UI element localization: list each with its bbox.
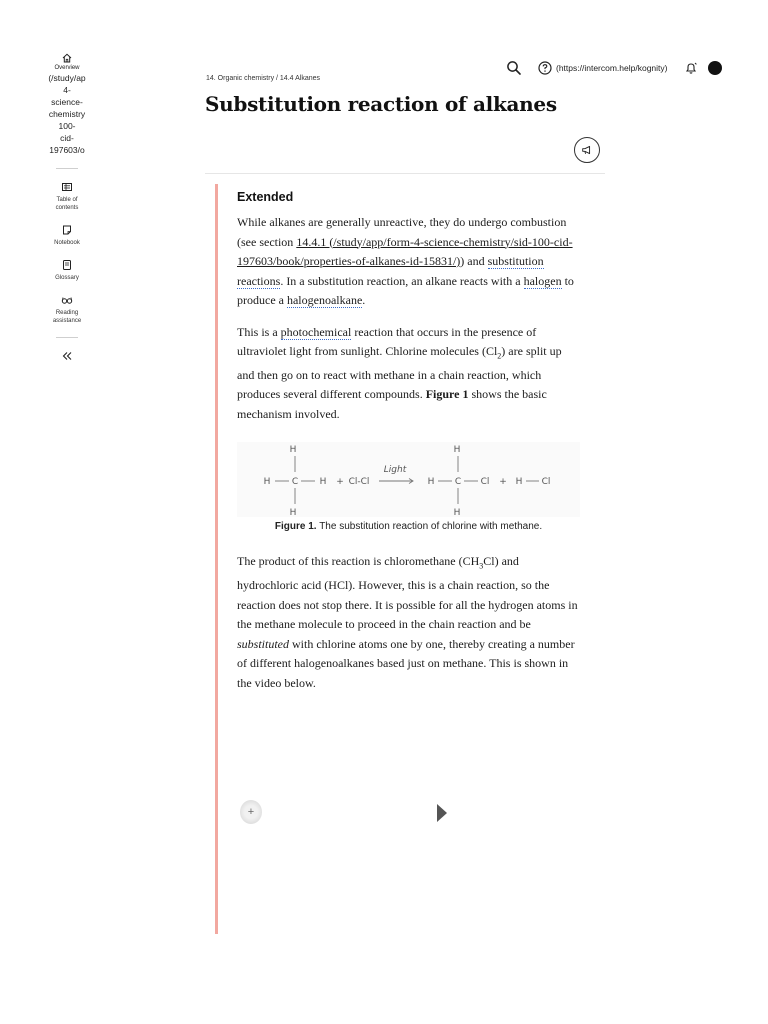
text: ) and [460,254,488,268]
sidebar-item-notebook[interactable] [54,224,80,247]
caption-label: Figure 1. [274,521,317,533]
glossary-term[interactable]: halogenoalkane [286,293,363,307]
caption-text: The substitution reaction of chlorine with methane. [316,521,543,533]
product-carbon: C [454,477,462,488]
sidebar-item-glossary[interactable] [55,259,79,282]
label-line: Table of [56,197,78,203]
overview-link-line: cid- [60,133,74,143]
product-bottom-h: H [453,508,461,518]
glossary-term[interactable]: substitution reactions [237,254,544,288]
section-heading: Extended [237,190,294,204]
plus-sign: + [336,477,344,488]
label-line: Glossary [55,275,79,281]
sidebar-item-overview[interactable] [46,52,88,156]
megaphone-icon [581,144,593,156]
header-divider [205,173,605,174]
search-icon[interactable] [506,60,522,76]
methane-bottom-h: H [289,508,297,518]
section-link[interactable]: 14.4.1 (/study/app/form-4-science-chemistry/sid-100-cid-197603/book/properties-of-alkanes-id-15831/) [237,234,573,268]
overview-link-line: 4- [63,85,71,95]
overview-link-line: chemistry [48,109,86,119]
methane-top-h: H [289,445,297,456]
home-icon [61,52,73,64]
paragraph-2 [237,323,580,425]
text: Cl) and hydrochloric acid (HCl). However, this is a chain reaction, so the reaction does not stop there. It is possible for all the hydrogen atoms in the methane molecule to proceed in the chain reaction and be [237,554,578,632]
subscript: 3 [479,561,484,571]
sidebar-item-reading-assistance[interactable] [53,294,81,325]
overview-link-line: (/study/ap [48,73,86,83]
sidebar-nav [46,52,88,362]
label-line: contents [55,205,79,211]
sidebar-item-label [53,309,81,325]
sidebar-divider [56,337,78,338]
text: with chlorine atoms one by one, thereby creating a number of different halogenoalkanes based just on methane. This is shown in the video below. [237,636,575,690]
reaction-diagram [237,442,580,517]
sidebar-item-label [54,239,80,247]
product-left-h: H [427,477,435,488]
video-thumbnail-glyph: + [247,806,255,818]
text: . In a substitution reaction, an alkane reacts with a [280,273,524,288]
glossary-icon [61,259,73,271]
figure-1 [237,442,580,532]
text: The product of this reaction is chloromethane (CH [237,554,480,569]
sidebar-item-label [55,274,79,282]
label-line: assistance [52,318,82,324]
emphasis: substituted [237,636,290,651]
page-title: Substitution reaction of alkanes [205,92,557,116]
figure-caption [237,521,580,532]
play-icon[interactable] [437,804,447,822]
overview-link-line: 100- [58,121,76,131]
sidebar-divider [56,168,78,169]
help-icon[interactable] [538,61,552,75]
hcl-h: H [515,477,523,488]
hcl-cl: Cl [541,477,551,488]
overview-link-line: science- [51,97,83,107]
overview-title: Overview [54,65,80,71]
text: to produce a [237,273,574,307]
figure-reference: Figure 1 [425,387,469,402]
paragraph-3 [237,552,580,693]
table-of-contents-icon [61,181,73,193]
methane-right-h: H [319,477,327,488]
top-bar [500,58,768,78]
reading-glasses-icon [61,294,73,306]
announcement-button[interactable] [574,137,600,163]
video-player[interactable] [240,796,580,830]
label-line: Reading [55,310,79,316]
notebook-icon [61,224,73,236]
subscript: 2 [497,351,502,361]
paragraph-1 [237,213,580,311]
video-thumbnail[interactable] [240,800,262,824]
user-avatar[interactable] [708,61,722,75]
text: shows the basic mechanism involved. [237,387,547,421]
label-line: Notebook [54,240,80,246]
glossary-term[interactable]: halogen [523,273,562,288]
glossary-term[interactable]: photochemical [280,324,352,339]
text: This is a [237,324,281,339]
text: ) are split up and then go on to react with methane in a chain reaction, which produces several different compounds. [237,344,562,402]
help-link[interactable]: (https://intercom.help/kognity) [556,63,668,73]
methane-carbon: C [291,477,299,488]
product-chlorine: Cl [480,477,490,488]
arrow-label-light: Light [383,465,407,476]
breadcrumb[interactable]: 14. Organic chemistry / 14.4 Alkanes [206,75,320,82]
sidebar-item-table-of-contents[interactable] [56,181,79,212]
text: While alkanes are generally unreactive, they do undergo combustion (see section [237,215,567,249]
notification-bell-icon[interactable] [684,61,698,75]
main-content [237,190,580,705]
chlorine-molecule: Cl-Cl [348,477,370,488]
methane-left-h: H [263,477,271,488]
overview-label [46,64,88,156]
double-chevron-left-icon[interactable] [61,350,73,362]
text: . [362,293,366,307]
plus-sign: + [499,477,507,488]
product-top-h: H [453,445,461,456]
overview-link-line: 197603/o [49,145,85,155]
sidebar-item-label [56,196,79,212]
extended-section-accent-bar [215,184,218,934]
text: reaction that occurs in the presence of ultraviolet light from sunlight. Chlorine molecules (Cl [237,324,537,358]
